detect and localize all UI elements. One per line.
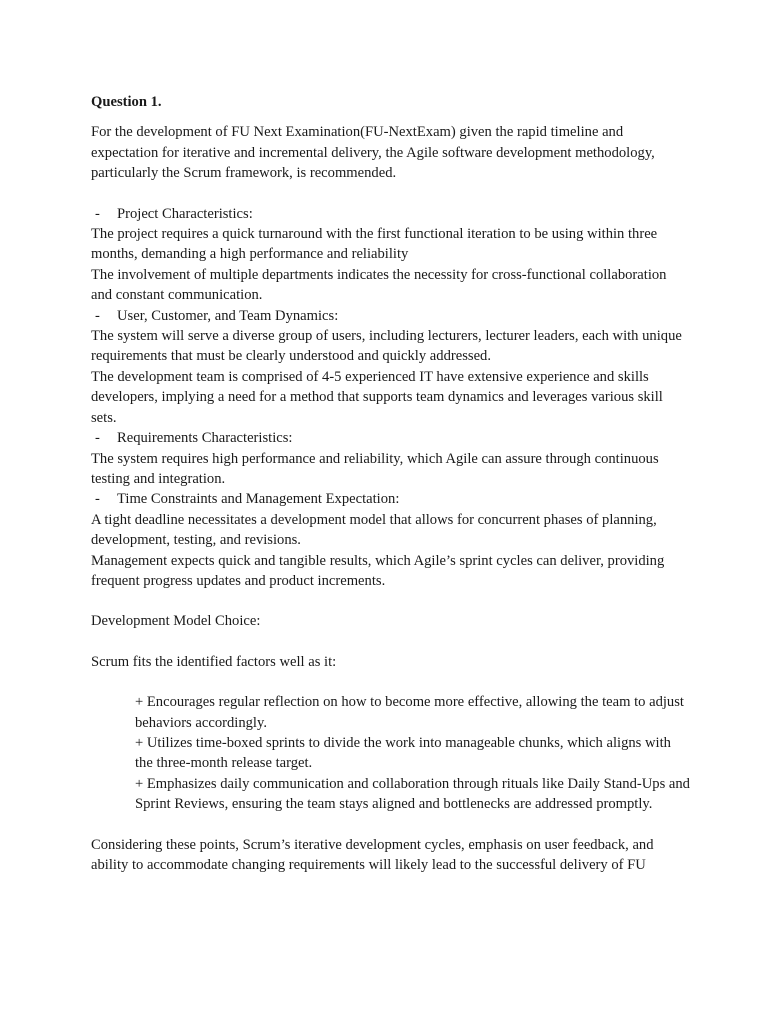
spacer [91, 632, 691, 652]
bullet-dash: - [95, 205, 100, 222]
section-heading [91, 489, 691, 509]
section-project-characteristics [91, 204, 691, 306]
scrum-fit-paragraph: Scrum fits the identified factors well as it: [91, 653, 337, 670]
section-paragraph: The involvement of multiple departments indicates the necessity for cross-functional collaboration and constant communication. [91, 266, 667, 304]
section-paragraph: The system will serve a diverse group of users, including lecturers, lecturer leaders, each with unique requirements that must be clearly understood and quickly addressed. [91, 328, 682, 365]
bullet-dash: - [95, 491, 100, 508]
scrum-point: + Emphasizes daily communication and collaboration through rituals like Daily Stand-Ups and Sprint Reviews, ensuring the team stays aligned and bottlenecks are addressed promptly. [135, 775, 690, 813]
scrum-point: + Utilizes time-boxed sprints to divide the work into manageable chunks, which aligns with the three-month release target. [135, 734, 671, 772]
section-paragraph: The system requires high performance and reliability, which Agile can assure through continuous testing and integration. [91, 450, 659, 487]
document-page [91, 92, 691, 875]
model-choice-heading: Development Model Choice: [91, 613, 261, 630]
spacer [91, 672, 691, 692]
section-user-customer-team [91, 306, 691, 428]
section-paragraph: A tight deadline necessitates a development model that allows for concurrent phases of planning, development, testing, and revisions. [91, 511, 657, 549]
scrum-points-list [91, 692, 691, 814]
spacer [91, 815, 691, 835]
bullet-dash: - [95, 307, 100, 324]
section-heading-text: Time Constraints and Management Expectation: [117, 491, 400, 508]
section-time-constraints [91, 489, 691, 591]
section-heading-text: Project Characteristics: [117, 205, 253, 222]
section-heading-text: Requirements Characteristics: [117, 430, 293, 447]
section-heading [91, 204, 691, 224]
section-paragraph: The project requires a quick turnaround with the first functional iteration to be using within three months, demanding a high performance and reliability [91, 226, 658, 263]
spacer [91, 184, 691, 204]
conclusion-paragraph: Considering these points, Scrum’s iterative development cycles, emphasis on user feedback, and ability to accommodate changing requirements will likely lead to the successful delivery of FU [91, 836, 654, 873]
intro-paragraph: For the development of FU Next Examination(FU-NextExam) given the rapid timeline and expectation for iterative and incremental delivery, the Agile software development methodology, particularly the Scrum framework, is recommended. [91, 124, 655, 182]
section-heading-text: User, Customer, and Team Dynamics: [117, 307, 339, 324]
section-heading [91, 428, 691, 448]
scrum-point: + Encourages regular reflection on how to become more effective, allowing the team to adjust behaviors accordingly. [135, 694, 684, 731]
section-heading [91, 306, 691, 326]
spacer [91, 591, 691, 611]
section-paragraph: The development team is comprised of 4-5 experienced IT have extensive experience and skills developers, implying a need for a method that supports team dynamics and leverages various skill sets. [91, 368, 663, 426]
question-title: Question 1. [91, 94, 162, 110]
section-paragraph: Management expects quick and tangible results, which Agile’s sprint cycles can deliver, providing frequent progress updates and product increments. [91, 552, 665, 589]
section-requirements-characteristics [91, 428, 691, 489]
bullet-dash: - [95, 430, 100, 447]
